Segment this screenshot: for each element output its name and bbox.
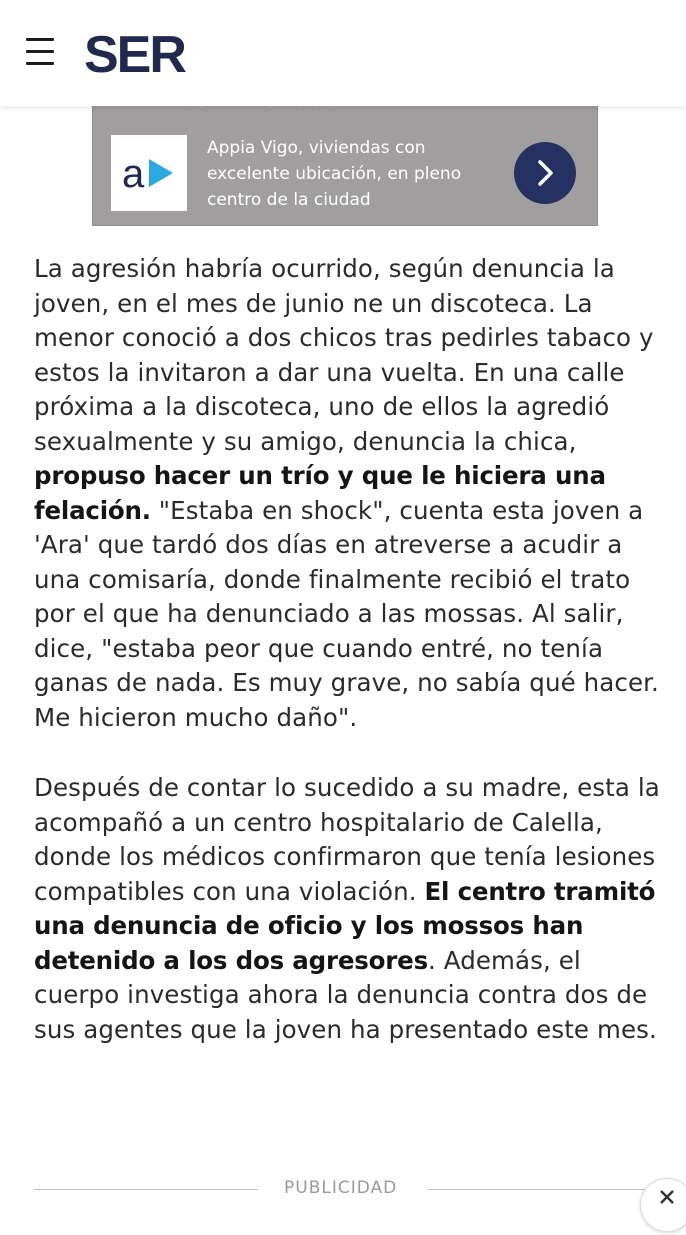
svg-text:SER: SER <box>84 30 185 76</box>
article-paragraph: La agresión habría ocurrido, según denuncia la joven, en el mes de junio ne un discoteca. La menor conoció a dos chicos tras pedirles tabaco y estos la invitaron a dar una vuelta. En una calle próxima a la discoteca, uno de ellos la agredió sexualmente y su amigo, denuncia la chica, propuso hacer un trío y que le hiciera una felación. "Estaba en shock", cuenta esta joven a 'Ara' que tardó dos días en atreverse a acudir a una comisaría, donde finalmente recibió el trato por el que ha denunciado a las mossas. Al salir, dice, "estaba peor que cuando entré, no tenía ganas de nada. Es muy grave, no sabía qué hacer. Me hicieron mucho daño". <box>34 254 659 732</box>
advertising-label: PUBLICIDAD <box>284 1178 398 1198</box>
svg-text:a: a <box>122 152 145 196</box>
bold-highlight: propuso hacer un trío y que le hiciera una felación. <box>34 461 606 525</box>
advertising-divider <box>34 1176 654 1200</box>
site-header <box>0 0 686 106</box>
close-icon <box>641 1179 686 1231</box>
hamburger-menu-icon[interactable] <box>26 38 56 68</box>
ad-text: Appia Vigo, viviendas con excelente ubicación, en pleno centro de la ciudad <box>207 138 462 210</box>
close-ad-button[interactable] <box>640 1178 686 1232</box>
appia-logo <box>111 135 187 211</box>
ad-next-button[interactable] <box>514 142 576 204</box>
chevron-right-icon <box>514 142 576 204</box>
article-body <box>34 252 664 1083</box>
ad-card[interactable] <box>92 96 598 226</box>
ser-logo[interactable] <box>84 30 220 76</box>
bold-highlight: El centro tramitó una denuncia de oficio y los mossos han detenido a los dos agresores <box>34 876 656 975</box>
article-paragraph: Después de contar lo sucedido a su madre, esta la acompañó a un centro hospitalario de Calella, donde los médicos confirmaron que tenía lesiones compatibles con una violación. El centro tramitó una denuncia de oficio y los mossos han detenido a los dos agresores. Además, el cuerpo investiga ahora la denuncia contra dos de sus agentes que la joven ha presentado este mes. <box>34 773 660 1044</box>
